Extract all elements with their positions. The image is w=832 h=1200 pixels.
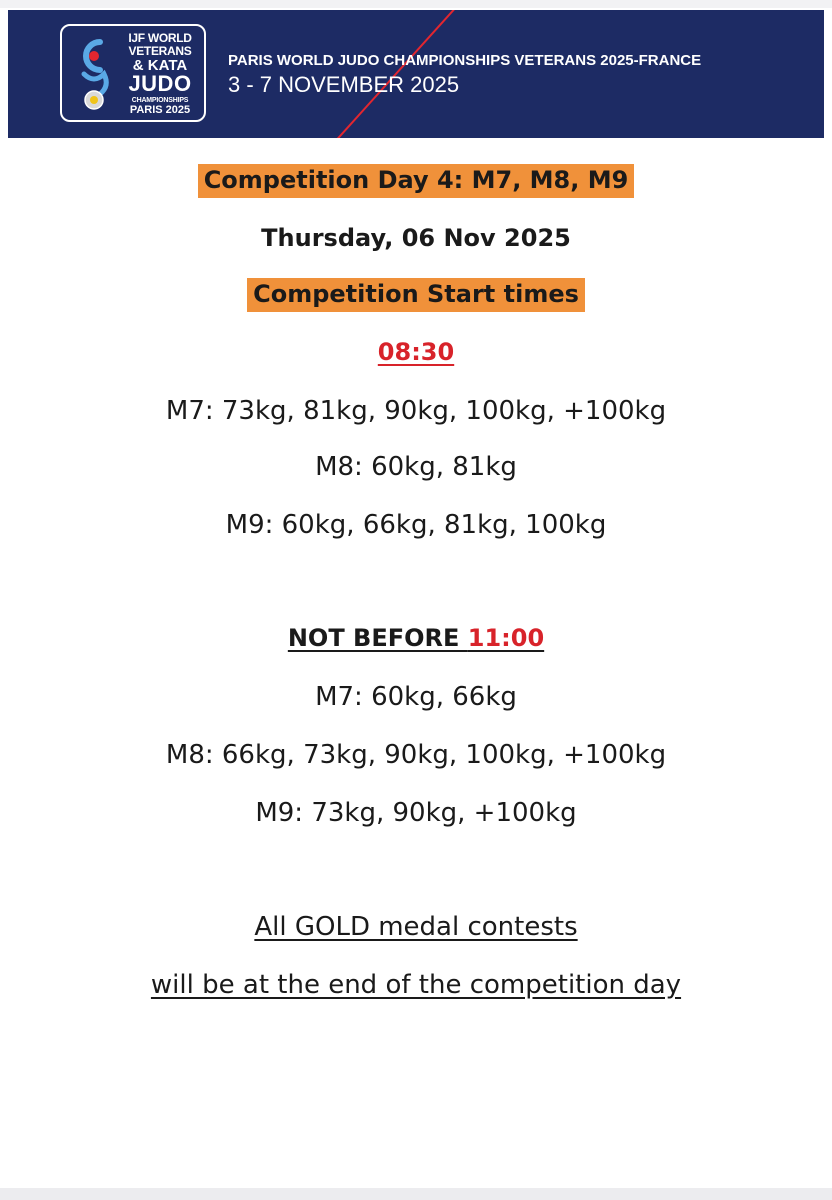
first-session-line-m9: M9: 60kg, 66kg, 81kg, 100kg	[225, 510, 607, 540]
banner-dates: 3 - 7 NOVEMBER 2025	[228, 72, 460, 97]
gold-medal-note-line-1: All GOLD medal contests	[254, 912, 578, 942]
logo-line-5: CHAMPIONSHIPS	[131, 97, 189, 104]
first-session-line-m8: M8: 60kg, 81kg	[315, 452, 517, 482]
second-session-line-m7: M7: 60kg, 66kg	[315, 682, 517, 712]
first-session-line-m7: M7: 73kg, 81kg, 90kg, 100kg, +100kg	[165, 396, 667, 426]
banner-title: PARIS WORLD JUDO CHAMPIONSHIPS VETERANS 2025-FRANCE	[228, 52, 702, 69]
competition-date: Thursday, 06 Nov 2025	[261, 224, 571, 252]
event-logo	[60, 24, 206, 122]
second-session-line-m9: M9: 73kg, 90kg, +100kg	[255, 798, 577, 828]
start-times-row	[0, 280, 832, 308]
second-session-prefix: NOT BEFORE	[287, 624, 468, 652]
start-times-label: Competition Start times	[247, 278, 585, 312]
gold-medal-note-line-2: will be at the end of the competition day	[150, 970, 682, 1000]
event-banner	[8, 10, 824, 138]
logo-line-3: & KATA	[132, 57, 188, 74]
logo-line-4: JUDO	[128, 71, 192, 96]
top-edge	[0, 0, 832, 8]
second-session-time: 11:00	[467, 624, 545, 652]
day-title-row	[0, 166, 832, 194]
logo-line-2: VETERANS	[128, 44, 192, 58]
bottom-edge	[0, 1188, 832, 1200]
day-title: Competition Day 4: M7, M8, M9	[198, 164, 635, 198]
second-session-heading	[0, 624, 832, 652]
first-session-time: 08:30	[377, 338, 455, 366]
second-session-line-m8: M8: 66kg, 73kg, 90kg, 100kg, +100kg	[165, 740, 667, 770]
logo-line-6: PARIS 2025	[129, 104, 191, 116]
judo-emblem-icon	[70, 36, 118, 114]
logo-line-1: IJF WORLD	[128, 31, 192, 45]
logo-wordmark	[118, 32, 202, 116]
